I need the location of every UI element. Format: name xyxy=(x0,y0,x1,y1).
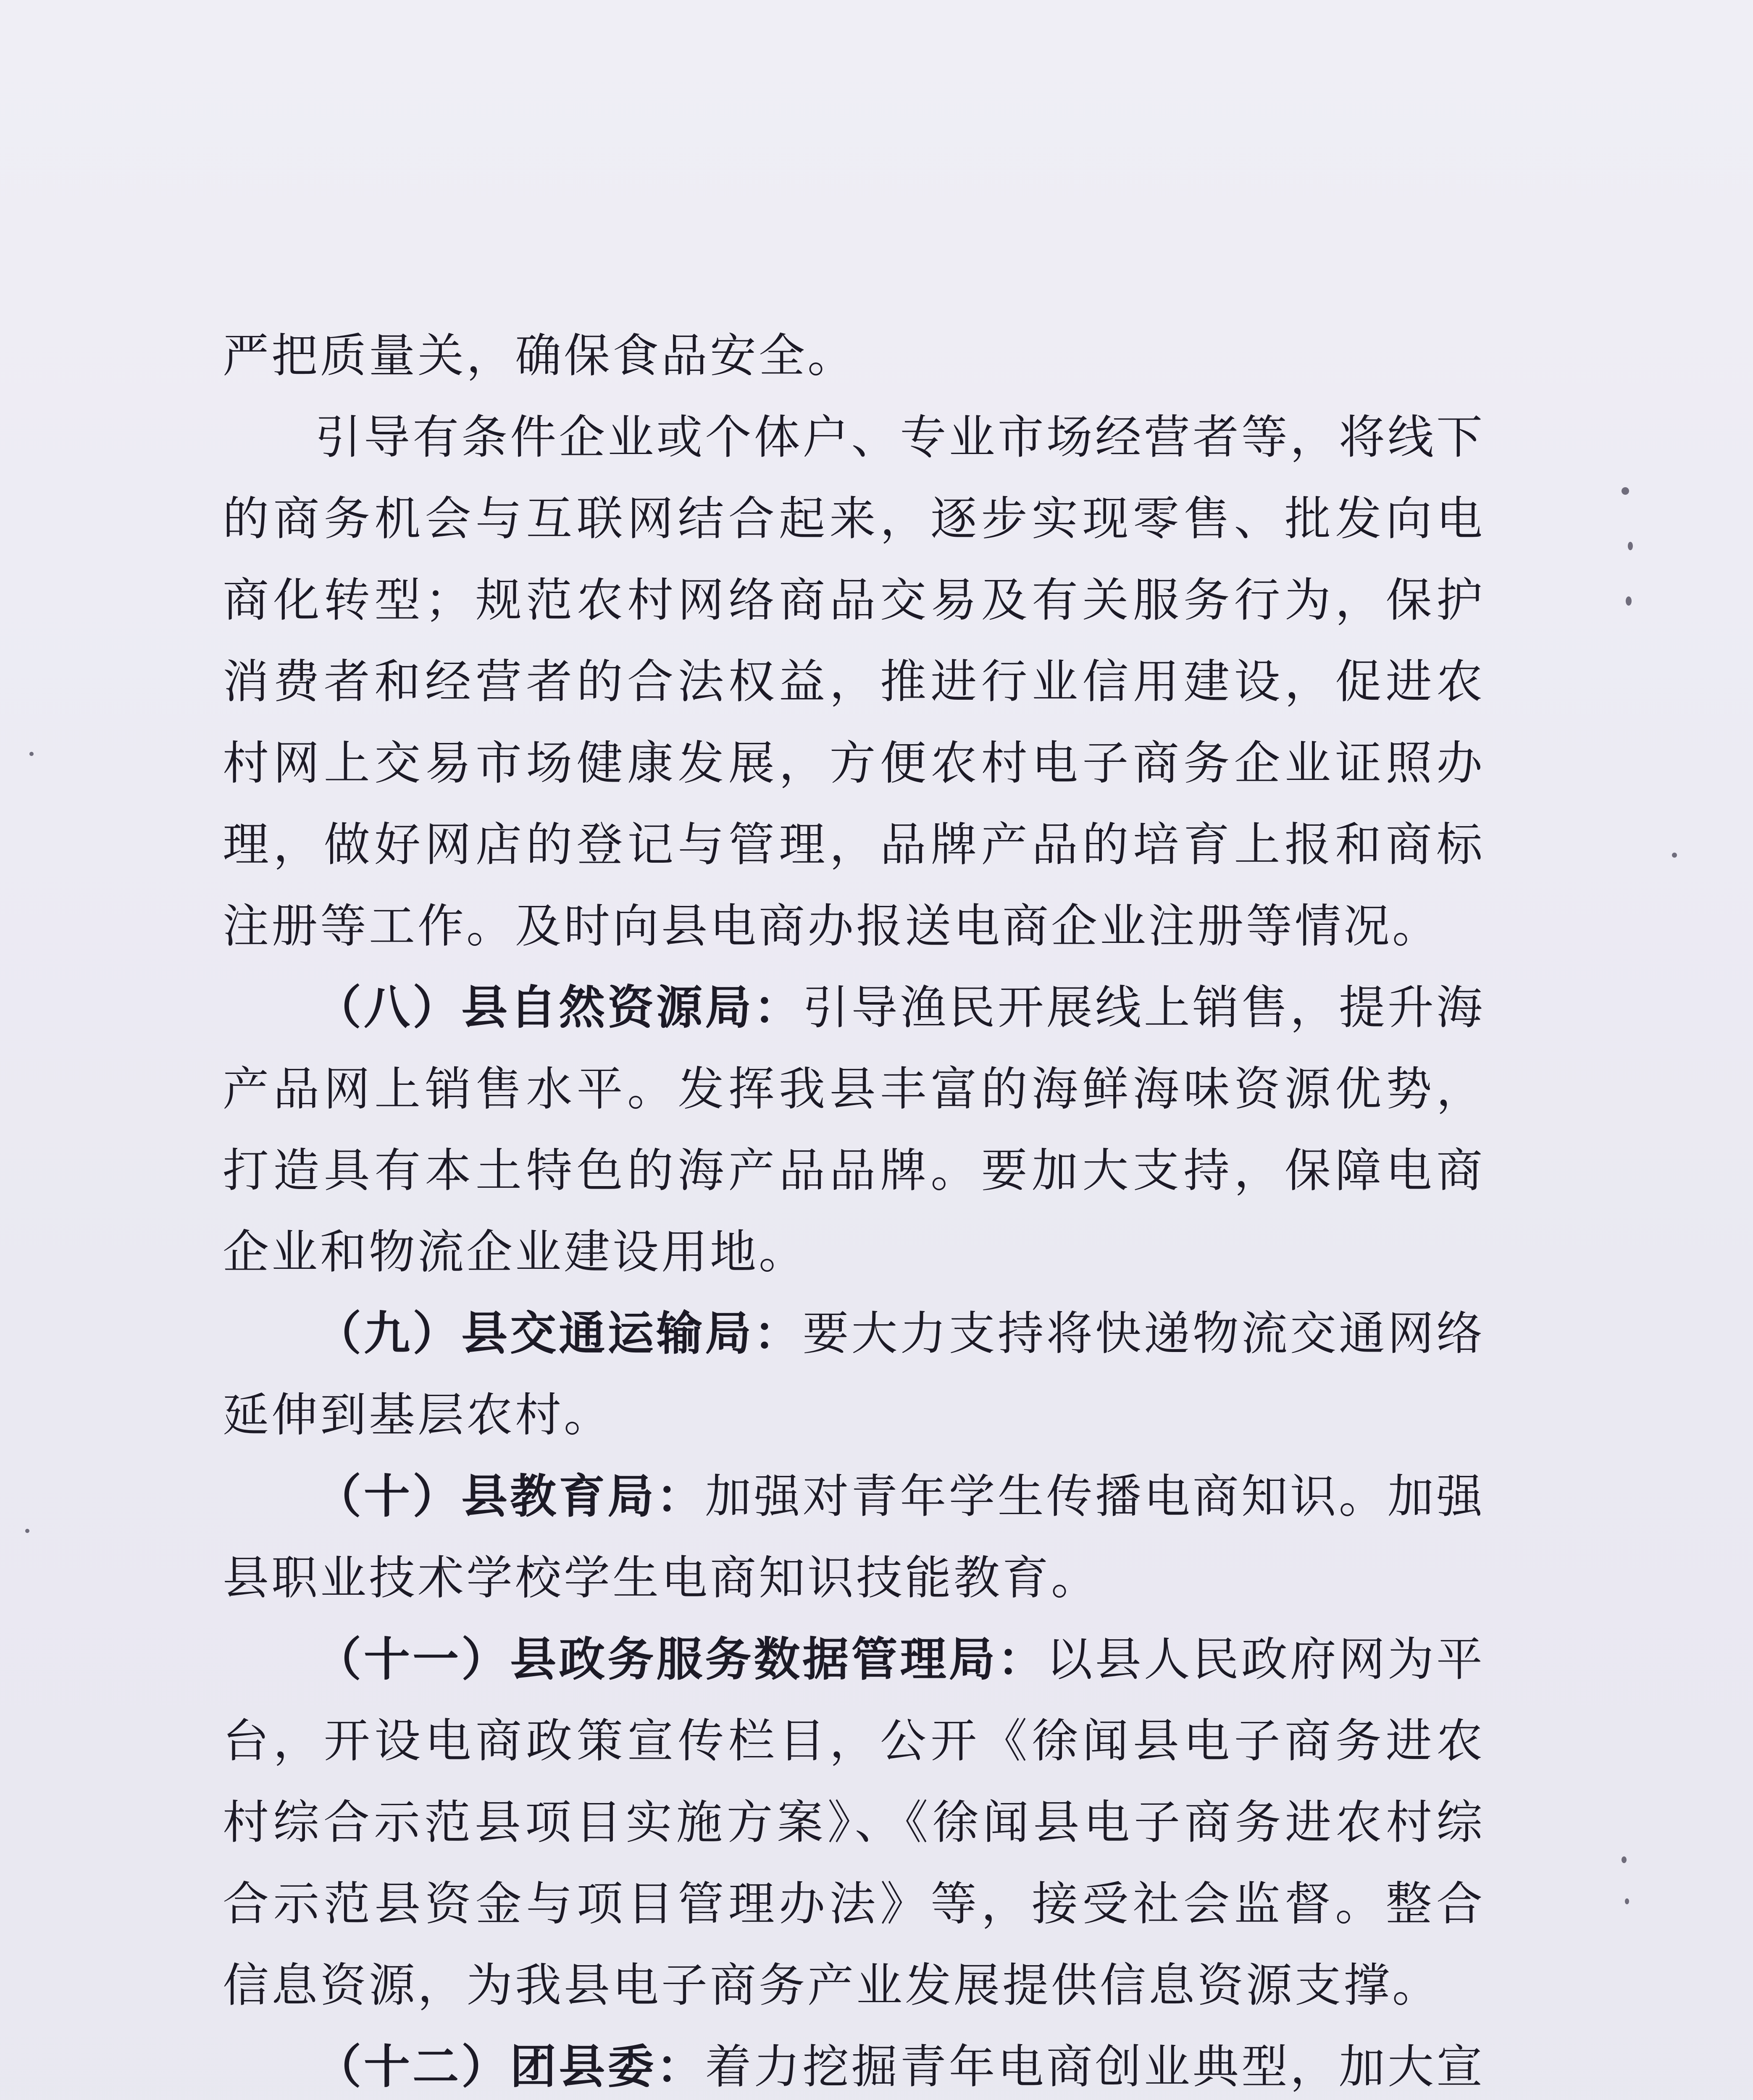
scan-speck xyxy=(1622,487,1629,495)
scan-speck xyxy=(1626,596,1632,606)
body-text xyxy=(223,315,1485,2100)
paragraph-transport-bureau xyxy=(223,1293,1485,1456)
paragraph-heading: （九）县交通运输局： xyxy=(315,1307,803,1360)
scan-speck xyxy=(29,752,34,756)
paragraph-youth-league xyxy=(223,2026,1485,2100)
scan-speck xyxy=(1622,1856,1627,1863)
paragraph-quality xyxy=(223,315,1485,396)
paragraph-text: 以县人民政府网为平台，开设电商政策宣传栏目，公开《徐闻县电子商务进农村综合示范县项目实施方案》、《徐闻县电子商务进农村综合示范县资金与项目管理办法》等，接受社会监督。整合信息资源，为我县电子商务产业发展提供信息资源支撑。 xyxy=(223,1633,1485,2012)
paragraph-heading: （八）县自然资源局： xyxy=(315,981,803,1034)
paragraph-text: 严把质量关，确保食品安全。 xyxy=(223,329,856,383)
scan-speck xyxy=(1672,853,1677,858)
paragraph-text: 加强对青年学生传播电商知识。加强县职业技术学校学生电商知识技能教育。 xyxy=(223,1470,1485,1605)
scan-speck xyxy=(1625,1898,1629,1904)
paragraph-market-guidance xyxy=(223,396,1485,967)
scan-speck xyxy=(1628,542,1633,550)
paragraph-text: 引导有条件企业或个体户、专业市场经营者等，将线下的商务机会与互联网结合起来，逐步实现零售、批发向电商化转型；规范农村网络商品交易及有关服务行为，保护消费者和经营者的合法权益，推进行业信用建设，促进农村网上交易市场健康发展，方便农村电子商务企业证照办理，做好网店的登记与管理，品牌产品的培育上报和商标注册等工作。及时向县电商办报送电商企业注册等情况。 xyxy=(223,410,1485,953)
paragraph-heading: （十）县教育局： xyxy=(315,1470,705,1523)
paragraph-education-bureau xyxy=(223,1456,1485,1619)
paragraph-text: 着力挖掘青年电商创业典型，加大宣 xyxy=(705,2040,1485,2094)
paragraph-text: 要大力支持将快递物流交通网络延伸到基层农村。 xyxy=(223,1307,1485,1442)
paragraph-data-management-bureau xyxy=(223,1619,1485,2026)
paragraph-heading: （十一）县政务服务数据管理局： xyxy=(315,1633,1046,1686)
paragraph-natural-resources-bureau xyxy=(223,967,1485,1293)
paragraph-heading: （十二）团县委： xyxy=(315,2040,705,2094)
paragraph-text: 引导渔民开展线上销售，提升海产品网上销售水平。发挥我县丰富的海鲜海味资源优势，打造具有本土特色的海产品品牌。要加大支持，保障电商企业和物流企业建设用地。 xyxy=(223,981,1485,1279)
scan-speck xyxy=(25,1529,29,1533)
